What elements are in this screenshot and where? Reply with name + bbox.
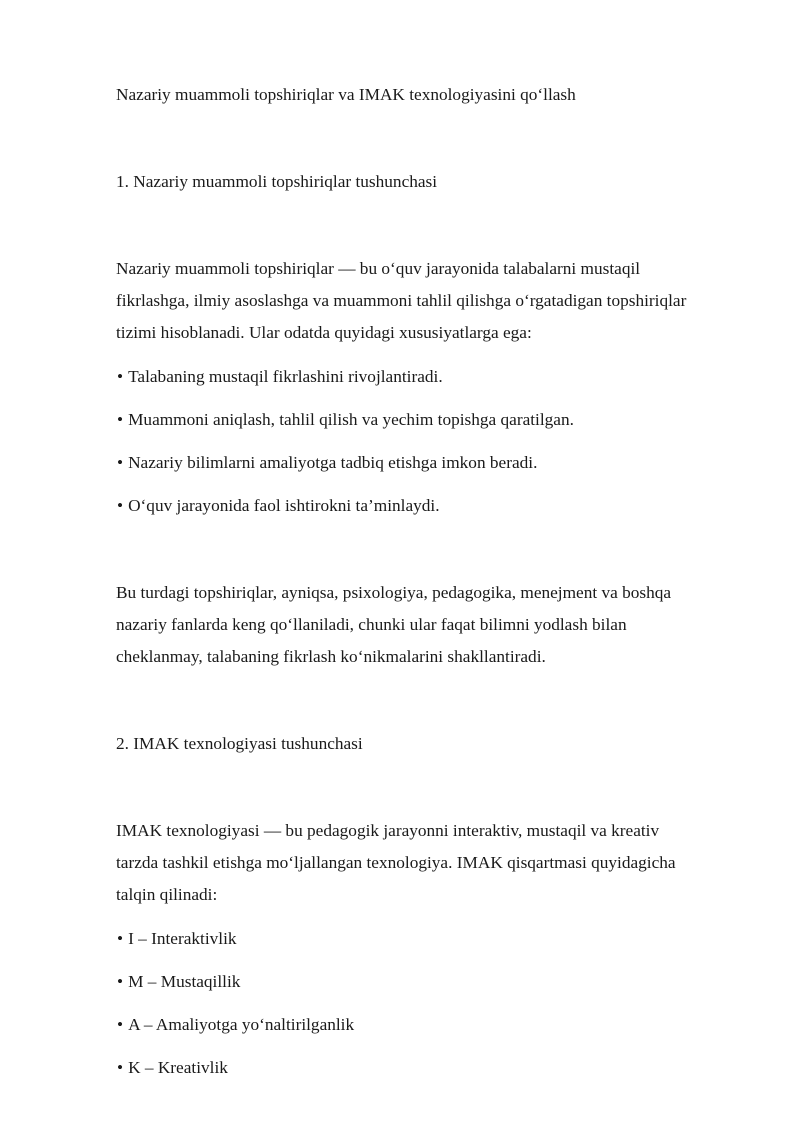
section1-bullet-item bbox=[117, 497, 440, 514]
section2-bullet-item bbox=[117, 1059, 228, 1076]
bullet-text: Muammoni aniqlash, tahlil qilish va yechim topishga qaratilgan. bbox=[128, 410, 574, 429]
section1-paragraph1-line2: fikrlashga, ilmiy asoslashga va muammoni tahlil qilishga o‘rgatadigan topshiriqlar bbox=[116, 291, 687, 310]
section1-bullet-item bbox=[117, 454, 537, 471]
section1-heading: 1. Nazariy muammoli topshiriqlar tushunchasi bbox=[116, 172, 438, 191]
section2-paragraph1-line1: IMAK texnologiyasi — bu pedagogik jarayonni interaktiv, mustaqil va kreativ bbox=[116, 821, 660, 840]
document-title: Nazariy muammoli topshiriqlar va IMAK texnologiyasini qo‘llash bbox=[116, 85, 576, 104]
section1-bullet-item bbox=[117, 411, 574, 428]
bullet-icon: • bbox=[117, 496, 124, 515]
bullet-text: I – Interaktivlik bbox=[128, 929, 237, 948]
bullet-icon: • bbox=[117, 1015, 124, 1034]
bullet-icon: • bbox=[117, 1058, 124, 1077]
bullet-text: A – Amaliyotga yo‘naltirilganlik bbox=[128, 1015, 355, 1034]
section1-paragraph2-line3: cheklanmay, talabaning fikrlash ko‘nikmalarini shakllantiradi. bbox=[116, 647, 546, 666]
bullet-icon: • bbox=[117, 410, 124, 429]
bullet-icon: • bbox=[117, 972, 124, 991]
bullet-text: K – Kreativlik bbox=[128, 1058, 228, 1077]
bullet-icon: • bbox=[117, 367, 124, 386]
section2-bullet-item bbox=[117, 1016, 354, 1033]
bullet-text: M – Mustaqillik bbox=[128, 972, 241, 991]
bullet-text: Talabaning mustaqil fikrlashini rivojlantiradi. bbox=[128, 367, 443, 386]
section1-paragraph1-line1: Nazariy muammoli topshiriqlar — bu o‘quv jarayonida talabalarni mustaqil bbox=[116, 259, 641, 278]
section2-bullet-item bbox=[117, 930, 237, 947]
bullet-text: Nazariy bilimlarni amaliyotga tadbiq etishga imkon beradi. bbox=[128, 453, 538, 472]
bullet-icon: • bbox=[117, 929, 124, 948]
section1-bullet-item bbox=[117, 368, 443, 385]
section1-paragraph2-line1: Bu turdagi topshiriqlar, ayniqsa, psixologiya, pedagogika, menejment va boshqa bbox=[116, 583, 672, 602]
section2-paragraph1-line3: talqin qilinadi: bbox=[116, 885, 218, 904]
bullet-text: O‘quv jarayonida faol ishtirokni ta’minlaydi. bbox=[128, 496, 440, 515]
bullet-icon: • bbox=[117, 453, 124, 472]
section1-paragraph2-line2: nazariy fanlarda keng qo‘llaniladi, chunki ular faqat bilimni yodlash bilan bbox=[116, 615, 627, 634]
section1-paragraph1-line3: tizimi hisoblanadi. Ular odatda quyidagi xususiyatlarga ega: bbox=[116, 323, 532, 342]
section2-paragraph1-line2: tarzda tashkil etishga mo‘ljallangan texnologiya. IMAK qisqartmasi quyidagicha bbox=[116, 853, 676, 872]
section2-heading: 2. IMAK texnologiyasi tushunchasi bbox=[116, 734, 363, 753]
section2-bullet-item bbox=[117, 973, 240, 990]
